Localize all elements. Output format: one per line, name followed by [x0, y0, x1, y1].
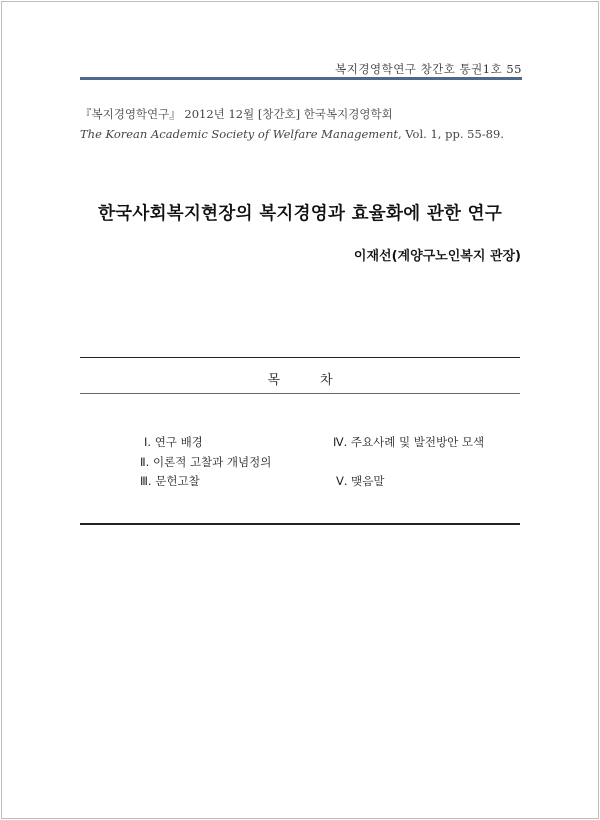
toc-heading [0, 369, 600, 388]
toc-item-4[interactable]: Ⅳ. 주요사례 및 발전방안 모색 [333, 435, 485, 449]
toc-heading-right: 차 [320, 373, 333, 388]
toc-middle-rule [80, 393, 520, 394]
running-head: 복지경영학연구 창간호 통권1호 55 [335, 62, 522, 76]
header-rule [80, 77, 522, 80]
article-title: 한국사회복지현장의 복지경영과 효율화에 관한 연구 [97, 204, 503, 224]
toc-item-3[interactable]: Ⅲ. 문헌고찰 [140, 474, 200, 488]
citation-english [80, 124, 504, 144]
citation-korean: 『복지경영학연구』 2012년 12월 [창간호] 한국복지경영학회 [80, 107, 393, 121]
toc-heading-left: 목 [267, 373, 280, 388]
toc-item-1[interactable]: Ⅰ. 연구 배경 [144, 435, 203, 449]
citation-volume-pages: , Vol. 1, pp. 55-89. [398, 127, 504, 141]
toc-top-rule [80, 357, 520, 358]
toc-bottom-rule [80, 523, 520, 525]
toc-item-2[interactable]: Ⅱ. 이론적 고찰과 개념정의 [140, 455, 272, 469]
citation-block [80, 104, 504, 144]
citation-journal-name: The Korean Academic Society of Welfare Management [80, 127, 398, 141]
article-author: 이재선(계양구노인복지 관장) [353, 249, 521, 264]
toc-item-5[interactable]: Ⅴ. 맺음말 [336, 474, 385, 488]
